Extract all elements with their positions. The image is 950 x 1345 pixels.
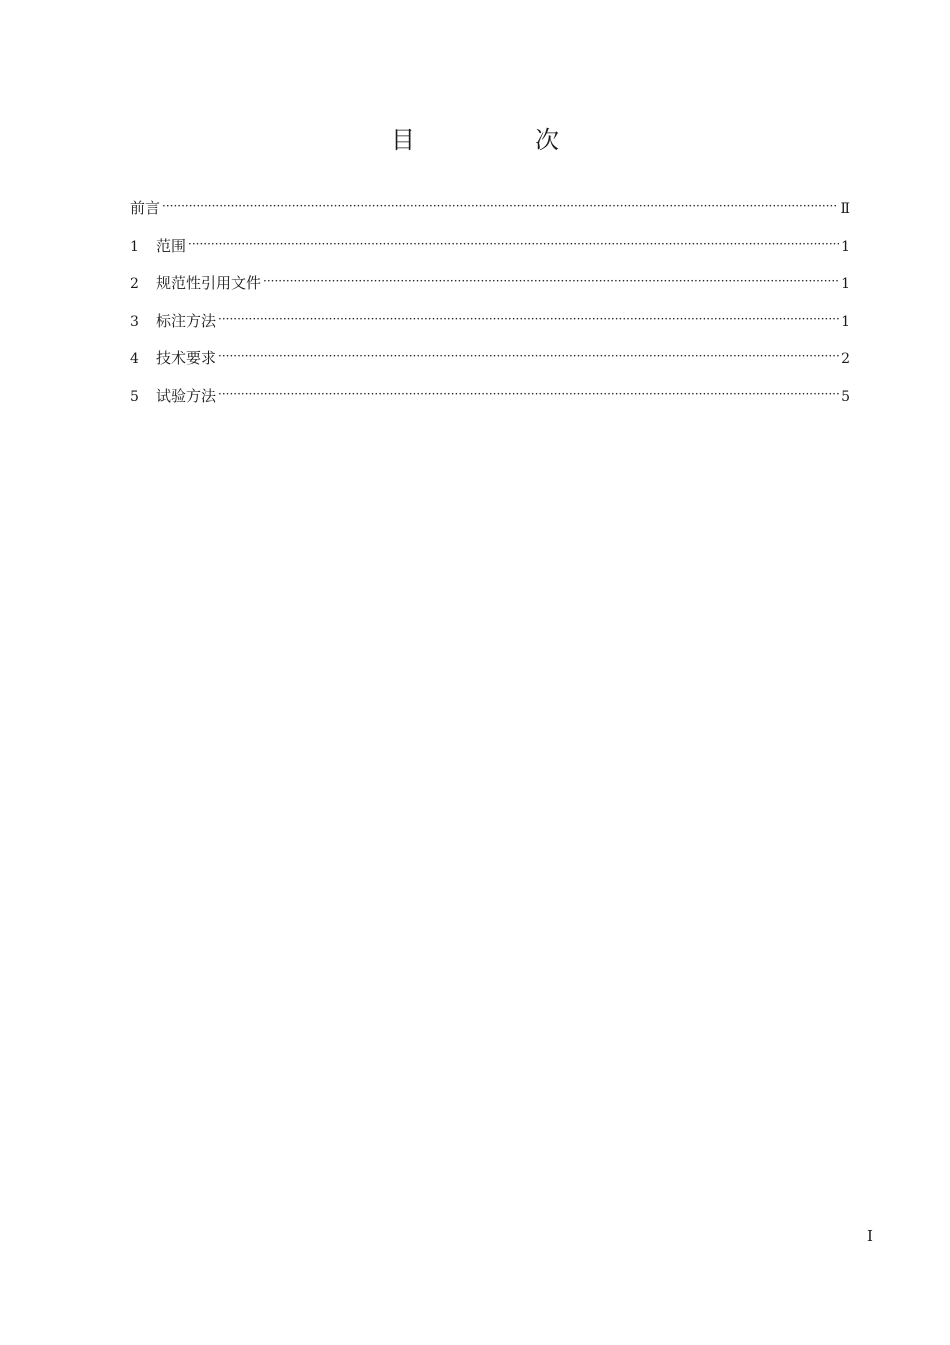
toc-entry-page: 1 <box>841 276 850 292</box>
toc-entry-label: 范围 <box>156 236 187 255</box>
toc-entry-number: 5 <box>130 388 139 405</box>
toc-entry-label: 技术要求 <box>156 349 217 367</box>
toc-dot-leader <box>162 193 838 219</box>
toc-title: 目 次 <box>391 126 607 154</box>
toc-entry-label: 试验方法 <box>156 386 217 405</box>
toc-entry-label: 前言 <box>130 199 161 217</box>
toc-entry-page: Ⅱ <box>840 201 850 217</box>
toc-entry-number: 4 <box>130 351 139 367</box>
toc-entry-page: 1 <box>841 238 850 255</box>
toc-entry-scope[interactable] <box>130 233 850 271</box>
toc-entry-label: 标注方法 <box>156 311 217 330</box>
toc-entry-number: 1 <box>130 238 139 255</box>
toc-entry-marking-method[interactable] <box>130 308 850 346</box>
toc-dot-leader <box>263 268 839 294</box>
toc-entry-page: 2 <box>841 351 850 367</box>
toc-entry-page: 5 <box>841 388 850 405</box>
toc-entry-label: 规范性引用文件 <box>156 274 262 292</box>
toc-dot-leader <box>218 381 839 407</box>
toc-entry-technical-requirements[interactable] <box>130 345 850 383</box>
toc-entry-normative-references[interactable] <box>130 270 850 308</box>
toc-entry-page: 1 <box>841 313 850 330</box>
toc-entry-number: 3 <box>130 313 139 330</box>
toc-dot-leader <box>218 343 839 369</box>
toc-entry-foreword[interactable] <box>130 195 850 233</box>
toc-entry-number: 2 <box>130 276 139 292</box>
toc-dot-leader <box>218 306 839 332</box>
toc-dot-leader <box>188 231 839 257</box>
toc-entry-test-methods[interactable] <box>130 383 850 421</box>
page-number: I <box>867 1227 873 1245</box>
table-of-contents <box>130 195 850 420</box>
